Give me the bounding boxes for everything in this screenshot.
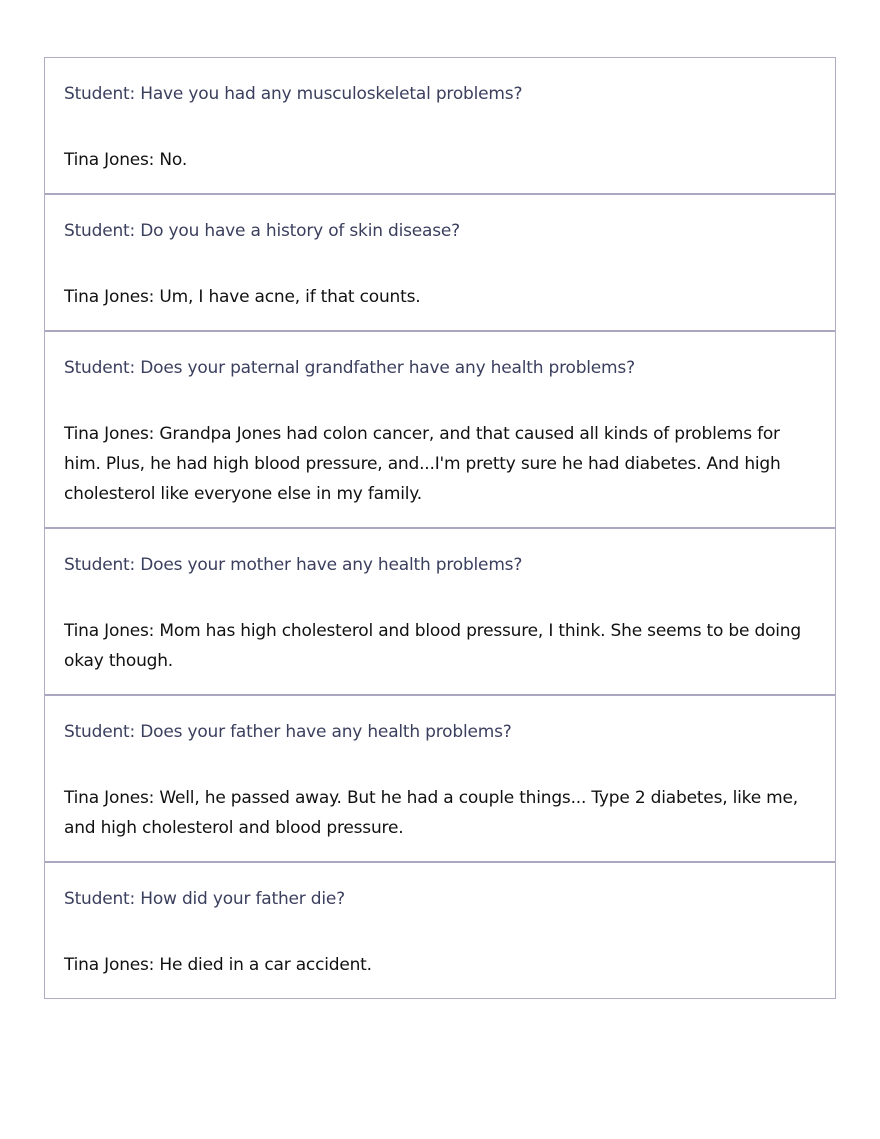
transcript-row bbox=[45, 195, 835, 332]
student-question: Student: How did your father die? bbox=[64, 889, 345, 909]
transcript-row bbox=[45, 332, 835, 529]
transcript-row bbox=[45, 529, 835, 696]
transcript-row bbox=[45, 58, 835, 195]
patient-answer: Tina Jones: Um, I have acne, if that counts. bbox=[64, 287, 421, 307]
transcript-row bbox=[45, 696, 835, 863]
student-question: Student: Do you have a history of skin disease? bbox=[64, 221, 460, 241]
student-question: Student: Does your mother have any health problems? bbox=[64, 555, 523, 575]
patient-answer: Tina Jones: Well, he passed away. But he had a couple things... Type 2 diabetes, like me, and high cholesterol and blood pressure. bbox=[64, 788, 799, 838]
patient-answer: Tina Jones: He died in a car accident. bbox=[64, 955, 372, 975]
patient-answer: Tina Jones: Grandpa Jones had colon cancer, and that caused all kinds of problems for him. Plus, he had high blood pressure, and...I'm pretty sure he had diabetes. And high cholesterol like everyone else in my family. bbox=[64, 424, 781, 504]
transcript-row bbox=[45, 863, 835, 999]
patient-answer: Tina Jones: Mom has high cholesterol and blood pressure, I think. She seems to be doing okay though. bbox=[64, 621, 801, 671]
student-question: Student: Have you had any musculoskeletal problems? bbox=[64, 84, 523, 104]
patient-answer: Tina Jones: No. bbox=[64, 150, 188, 170]
student-question: Student: Does your paternal grandfather have any health problems? bbox=[64, 358, 635, 378]
student-question: Student: Does your father have any health problems? bbox=[64, 722, 512, 742]
conversation-transcript bbox=[44, 57, 836, 999]
